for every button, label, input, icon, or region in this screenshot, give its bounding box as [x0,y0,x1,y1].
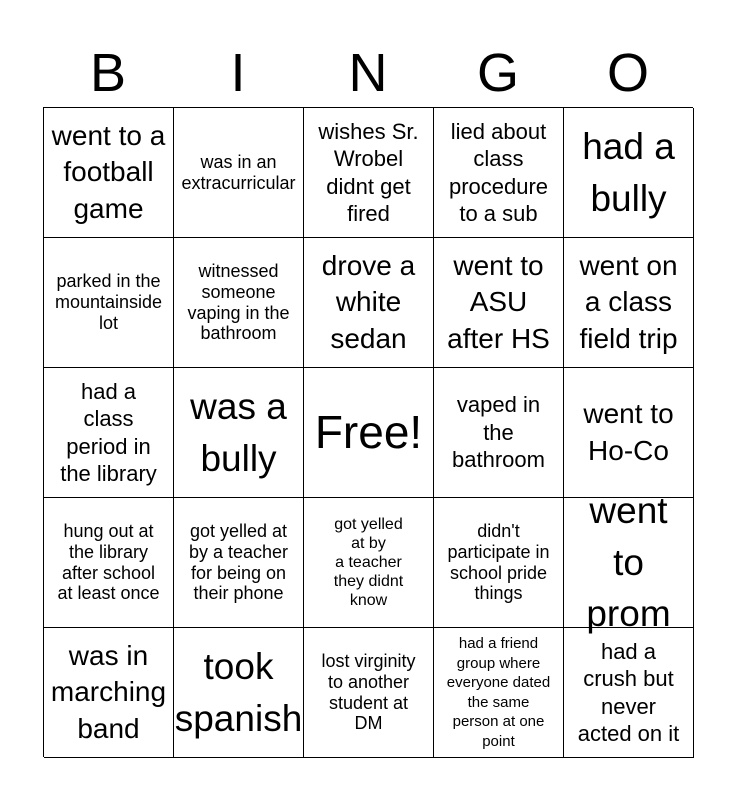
bingo-cell[interactable]: had a bully [564,108,694,238]
bingo-cell[interactable]: witnessed someone vaping in the bathroom [174,238,304,368]
bingo-board [43,107,693,757]
bingo-cell[interactable]: was in an extracurricular [174,108,304,238]
bingo-cell[interactable]: didn't participate in school pride things [434,498,564,628]
header-letter-o: O [606,43,649,103]
bingo-cell[interactable]: parked in the mountainside lot [44,238,174,368]
header-letter-i: I [230,43,246,103]
bingo-cell[interactable]: took spanish [174,628,304,758]
bingo-cell[interactable]: got yelled at by a teacher they didnt know [304,498,434,628]
bingo-cell[interactable]: had a crush but never acted on it [564,628,694,758]
bingo-cell[interactable]: hung out at the library after school at least once [44,498,174,628]
header-letter-n: N [348,43,388,103]
free-space-cell[interactable]: Free! [304,368,434,498]
bingo-cell[interactable]: drove a white sedan [304,238,434,368]
bingo-cell[interactable]: got yelled at by a teacher for being on their phone [174,498,304,628]
bingo-cell[interactable]: had a friend group where everyone dated the same person at one point [434,628,564,758]
bingo-cell[interactable]: went to ASU after HS [434,238,564,368]
bingo-cell[interactable]: was in marching band [44,628,174,758]
bingo-cell[interactable]: vaped in the bathroom [434,368,564,498]
bingo-cell[interactable]: had a class period in the library [44,368,174,498]
header-letter-g: G [476,43,519,103]
bingo-cell[interactable]: went to a football game [44,108,174,238]
bingo-cell[interactable]: wishes Sr. Wrobel didnt get fired [304,108,434,238]
bingo-cell[interactable]: went to prom [564,498,694,628]
bingo-cell[interactable]: went to Ho-Co [564,368,694,498]
bingo-cell[interactable]: went on a class field trip [564,238,694,368]
header-letter-b: B [89,43,127,103]
bingo-cell[interactable]: lied about class procedure to a sub [434,108,564,238]
bingo-cell[interactable]: lost virginity to another student at DM [304,628,434,758]
bingo-header [43,40,693,106]
bingo-cell[interactable]: was a bully [174,368,304,498]
